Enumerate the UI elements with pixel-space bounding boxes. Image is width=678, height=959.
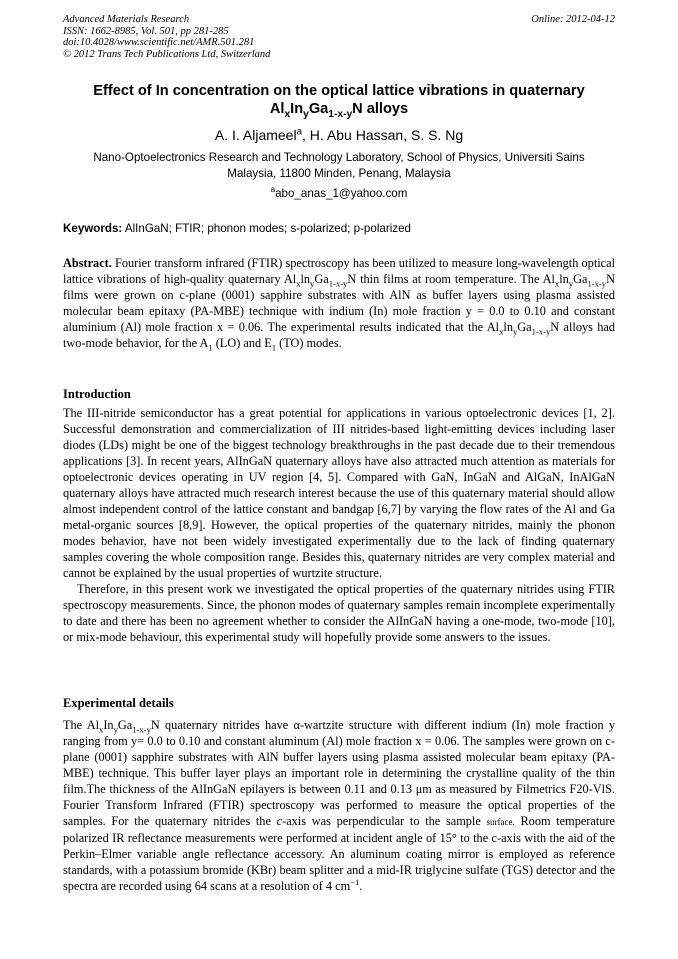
abstract-text-2: thin films at room temperature. The Al: [356, 272, 555, 286]
keywords-label: Keywords:: [63, 222, 123, 235]
abs-frag: N: [606, 272, 615, 286]
keywords: [63, 221, 615, 236]
abstract-text-4: alloys had two-mode behavior, for the A: [63, 320, 616, 350]
title-al: Al: [269, 101, 285, 117]
abs-frag: ln: [559, 272, 569, 286]
exp-sub: y: [113, 724, 118, 735]
keywords-text: AlInGaN; FTIR; phonon modes; s-polarized; p-polarized: [122, 222, 411, 235]
exp-sub: 1-x-y: [132, 724, 151, 735]
exp-sub: x: [99, 724, 104, 735]
abs-sub: 1-x-y: [587, 278, 607, 289]
title-ga: Ga: [308, 101, 329, 117]
abs-sub: y: [512, 326, 518, 337]
exp-frag: In: [103, 718, 114, 732]
introduction-body: [63, 405, 615, 645]
exp-text-2: -axis was perpendicular to the sample: [282, 814, 487, 828]
abs-frag: Ga: [573, 272, 588, 286]
exp-unit-sup: −1: [350, 876, 360, 887]
abs-sub: x: [296, 278, 301, 289]
abs-sub: x: [554, 278, 560, 289]
abs-sub: y: [310, 278, 315, 289]
copyright: © 2012 Trans Tech Publications Ltd, Switzerland: [63, 48, 271, 60]
abs-frag: Ga: [517, 320, 532, 334]
author-email: [40, 186, 638, 201]
exp-text-4: .: [359, 879, 363, 893]
author-1: A. I. Aljameel: [214, 127, 297, 143]
journal-name: Advanced Materials Research: [63, 14, 190, 25]
title-sub-x: x: [284, 108, 291, 120]
exp-c-axis: c: [276, 814, 283, 828]
abstract-paragraph: [63, 255, 615, 351]
exp-frag: The Al: [63, 718, 100, 732]
exp-frag: Ga: [117, 718, 133, 732]
abs-frag: Ga: [314, 272, 329, 286]
online-date: Online: 2012-04-12: [531, 14, 615, 25]
title-sub-y: y: [303, 108, 309, 120]
affiliation-line-1: Nano-Optoelectronics Research and Technology Laboratory, School of Physics, Universiti Sains: [93, 151, 585, 164]
intro-paragraph-1: The III-nitride semiconductor has a great potential for applications in various optoelectronic devices [1, 2]. Successful demonstration and commercialization of III nitrides-based light-emitting devices including laser diodes (LDs) might be one of the biggest technology breakthroughs in the past decade due to their tremendous applications [3]. In recent years, AlInGaN quaternary alloys have also attracted much attention as materials for optoelectronic devices operating in UV region [4, 5]. Compared with GaN, InGaN and AlGaN, InAlGaN quaternary alloys have attracted much research interest because the use of this quaternary material should allow almost independent control of the lattice constant and bandgap [6,7] by varying the flow rates of the Al and Ga metal-organic sources [8,9]. However, the optical properties of the quaternary nitrides, mainly the phonon modes behavior, have not been widely investigated experimentally due to the lack of finding quaternary samples covering the whole composition range. Besides this, quaternary nitrides are very complex material and cannot be explained by the usual properties of wurtzite structure.: [63, 406, 615, 580]
abs-sub: 1: [208, 342, 213, 353]
doi: doi:10.4028/www.scientific.net/AMR.501.281: [63, 37, 255, 49]
affiliation: [40, 150, 638, 181]
author-list: [40, 126, 638, 144]
title-in: In: [290, 101, 304, 117]
exp-text-1: N quaternary nitrides have α-wartzite structure with different indium (In) mole fraction y ranging from y= 0.0 to 0.10 and constant aluminum (Al) mole fraction x = 0.06. The samples were grown on c-plane (0001) sapphire substrates with AlN buffer layers using plasma assisted molecular beam epitaxy (PA-MBE) technique. This buffer layer plays an important role in determining the crystalline quality of the thin film.The thickness of the AlInGaN epilayers is between 0.11 and 0.13 μm as measured by Filmetrics F20-VlS. Fourier Transform Infrared (FTIR) spectroscopy was performed to measure the optical properties of the samples. For the quaternary nitrides the: [63, 718, 616, 828]
abstract-text-3: films were grown on c-plane (0001) sapphire substrates with AlN as buffer layers using plasma assisted molecular beam epitaxy (PA-MBE) technique with indium (In) mole fraction y = 0.0 to 0.10 and constant aluminium (Al) mole fraction x = 0.06. The experimental results indicated that the Al: [63, 288, 615, 334]
abs-frag: N: [550, 320, 560, 334]
experimental-paragraph: [63, 717, 615, 894]
title-line-1: Effect of In concentration on the optical lattice vibrations in quaternary: [93, 83, 585, 99]
experimental-heading: Experimental details: [63, 696, 174, 710]
exp-text-3: Room temperature polarized IR reflectance measurements were performed at incident angle of 15° to the c-axis with the aid of the Perkin–Elmer variable angle reflectance accessory. An aluminum coating mirror is employed as reference standards, with a potassium bromide (KBr) beam splitter and a mid-IR triglycine sulfate (TGS) detector and the spectra are recorded using 64 scans at a resolution of 4 cm: [63, 814, 615, 893]
journal-header: [63, 14, 615, 60]
abs-sub: 1-x-y: [531, 326, 551, 337]
abs-frag: ln: [300, 272, 311, 286]
abstract-text-1: Fourier transform infrared (FTIR) spectroscopy has been utilized to measure long-wavelength optical lattice vibrations of high-quality quaternary Al: [63, 256, 615, 286]
abs-frag: N: [347, 272, 357, 286]
other-authors: , H. Abu Hassan, S. S. Ng: [302, 127, 464, 143]
issn: ISSN: 1662-8985, Vol. 501, pp 281-285: [63, 25, 229, 37]
abs-sub: y: [568, 278, 574, 289]
introduction-heading: Introduction: [63, 387, 131, 401]
abs-sub: 1-x-y: [328, 278, 348, 289]
email-sup: a: [270, 185, 276, 195]
author-1-sup: a: [296, 126, 303, 138]
exp-surface: surface.: [486, 817, 515, 827]
title-line-2: [40, 100, 638, 118]
abstract: [63, 255, 615, 351]
email-address[interactable]: abo_anas_1@yahoo.com: [275, 187, 408, 200]
title-tail: N alloys: [352, 101, 409, 117]
affiliation-line-2: Malaysia, 11800 Minden, Penang, Malaysia: [227, 166, 451, 180]
abs-sub: x: [499, 326, 504, 337]
paper-title: [40, 82, 638, 118]
abs-frag: ln: [503, 320, 513, 334]
abs-sub: 1: [271, 342, 277, 353]
abstract-label: Abstract.: [63, 256, 112, 270]
abstract-text-6: (TO) modes.: [276, 336, 342, 350]
experimental-body: [63, 717, 615, 894]
intro-paragraph-2: Therefore, in this present work we investigated the optical properties of the quaternary nitrides using FTIR spectroscopy measurements. Since, the phonon modes of quaternary samples remain incomplete experimentally to date and there has been no agreement whether to consider the AlInGaN having a one-mode, two-mode [10], or mix-mode behaviour, this experimental study will hopefully provide some answers to the issues.: [63, 582, 615, 644]
abstract-text-5: (LO) and E: [212, 336, 272, 350]
title-sub-1xy: 1-x-y: [328, 108, 353, 120]
